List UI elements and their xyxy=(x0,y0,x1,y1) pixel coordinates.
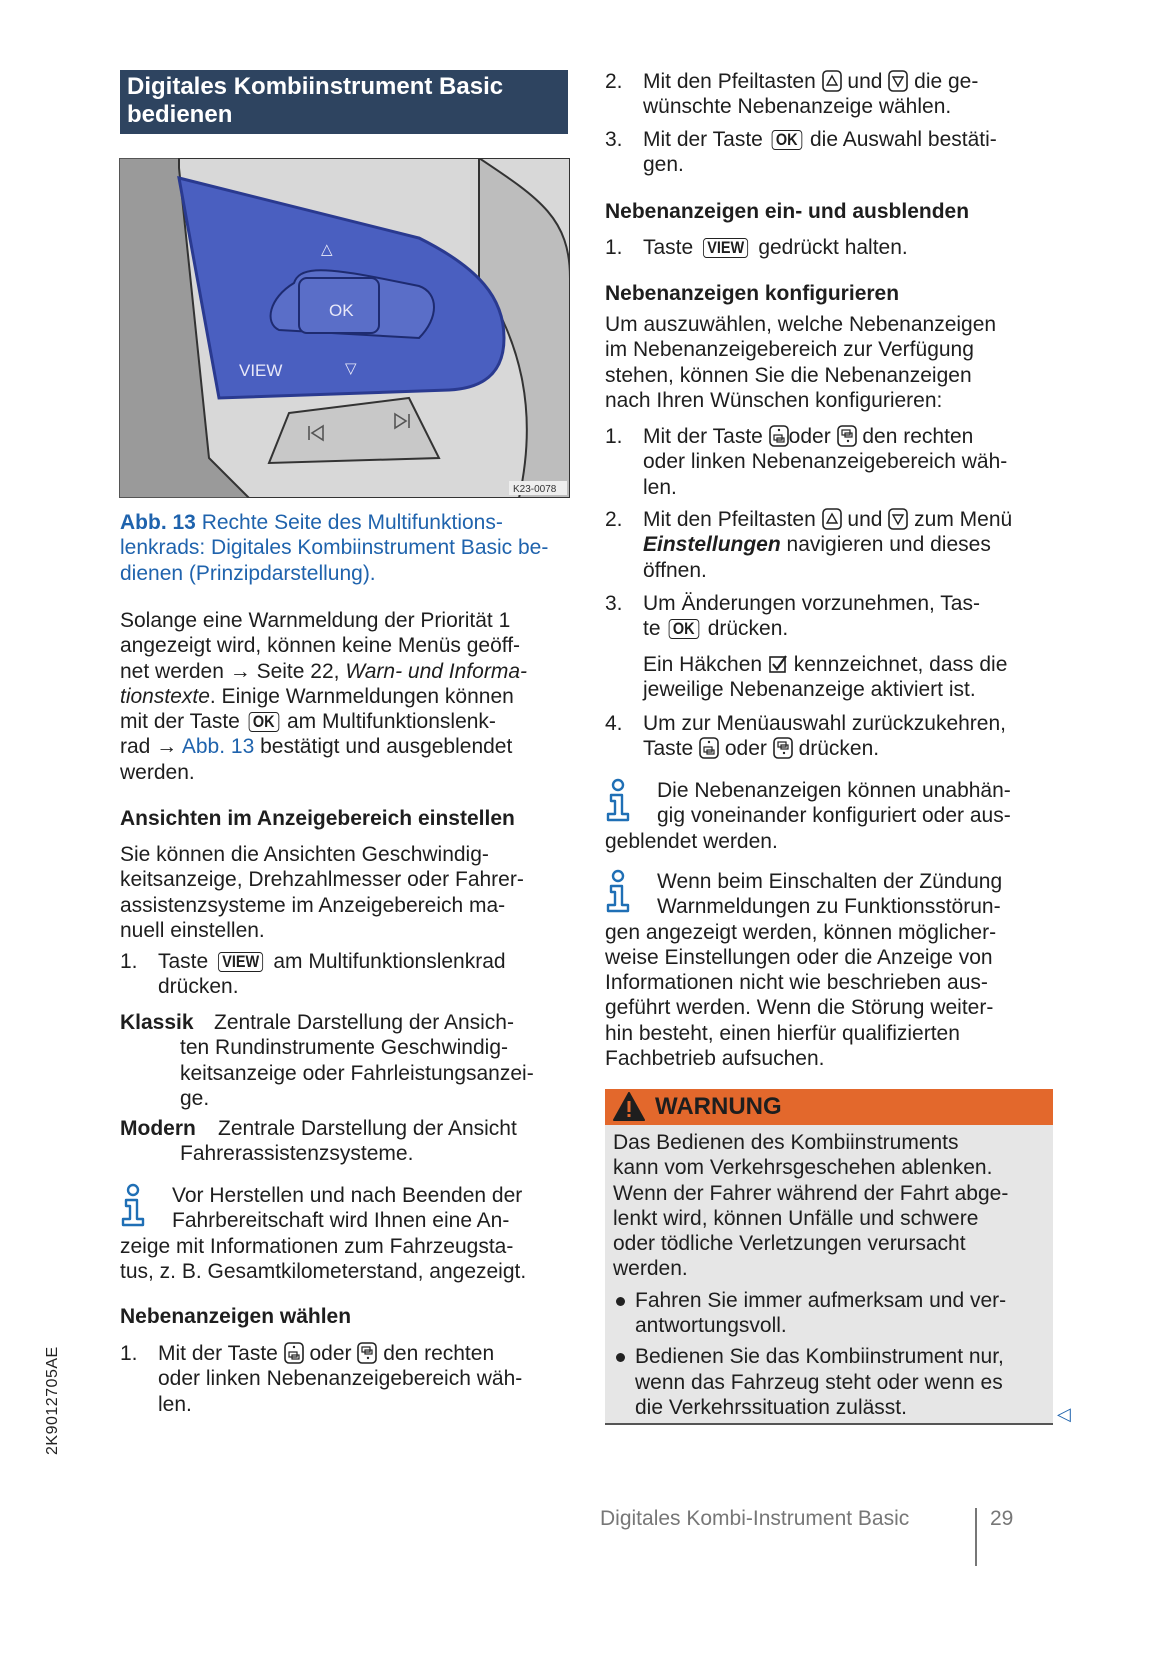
down-button-label: ▽ xyxy=(345,359,357,377)
text-line xyxy=(643,449,1065,474)
list-number: 1. xyxy=(120,950,138,973)
text-line xyxy=(120,633,580,658)
footer-section-title: Digitales Kombi-Instrument Basic xyxy=(600,1507,910,1530)
text-run: zum Menü xyxy=(908,508,1013,531)
info-text xyxy=(605,869,1065,1071)
warning-bullet xyxy=(613,1288,1053,1339)
text-run: oder xyxy=(303,1342,358,1365)
text-run: navigieren und dieses xyxy=(780,533,991,557)
info-note xyxy=(120,1183,580,1284)
definition-term: Modern xyxy=(120,1117,196,1141)
info-icon xyxy=(605,869,657,917)
text-run: drücken. xyxy=(158,975,239,999)
text-run: Taste xyxy=(158,950,215,973)
text-run: werden. xyxy=(120,760,195,784)
info-text xyxy=(120,1183,580,1284)
text-line: antwortungsvoll. xyxy=(635,1314,787,1338)
text-run: te xyxy=(643,617,667,641)
text-line xyxy=(643,127,1065,152)
text-line: weise Einstellungen oder die Anzeige von xyxy=(605,945,993,969)
display-right-key-icon xyxy=(357,1342,377,1364)
steering-wheel-buttons-figure xyxy=(119,158,570,498)
heading-select: Nebenanzeigen wählen xyxy=(120,1305,352,1328)
text-line: Wenn der Fahrer während der Fahrt abge- xyxy=(613,1181,1009,1205)
text-run: tionstexte xyxy=(120,684,210,708)
text-line: im Nebenanzeigebereich zur Verfügung xyxy=(605,338,974,362)
text-line: wenn das Fahrzeug steht oder wenn es xyxy=(635,1370,1003,1394)
text-line xyxy=(643,475,1065,500)
ok-key-icon: OK xyxy=(669,619,699,639)
text-line: Zentrale Darstellung der Ansich- xyxy=(214,1011,514,1034)
warning-text xyxy=(613,1130,1053,1282)
list-item xyxy=(120,1341,580,1417)
text-line xyxy=(643,152,1065,177)
display-right-key-icon xyxy=(837,425,857,447)
text-line xyxy=(643,424,1065,449)
text-line xyxy=(643,591,1065,616)
text-run: drücken. xyxy=(792,737,880,761)
text-line: gen angezeigt werden, können möglicher- xyxy=(605,920,997,944)
list-number: 4. xyxy=(605,712,623,735)
text-run: Um Änderungen vorzunehmen, Tas- xyxy=(643,592,980,615)
list-item xyxy=(605,711,1065,762)
text-line: Fahrbereitschaft wird Ihnen eine An- xyxy=(172,1209,510,1233)
text-line xyxy=(158,1366,580,1391)
text-line: geführt werden. Wenn die Störung weiter- xyxy=(605,996,994,1020)
text-line xyxy=(643,677,1065,702)
info-note xyxy=(605,778,1065,854)
heading-configure: Nebenanzeigen konfigurieren xyxy=(605,282,900,305)
text-line: die Verkehrssituation zulässt. xyxy=(635,1395,907,1419)
list-number: 2. xyxy=(605,508,623,531)
text-run: rad → xyxy=(120,735,182,759)
text-run: . Einige Warnmeldungen können xyxy=(209,684,514,708)
text-run: am Multifunktionslenk- xyxy=(281,710,496,734)
text-line xyxy=(120,535,580,560)
text-line xyxy=(120,684,580,709)
list-item xyxy=(605,127,1065,178)
text-run: Mit der Taste xyxy=(158,1342,284,1365)
text-run: wünschte Nebenanzeige wählen. xyxy=(643,95,952,119)
text-run: Warn- und Informa- xyxy=(345,659,527,683)
view-key-icon: VIEW xyxy=(218,952,263,972)
checkbox-check-icon xyxy=(768,653,788,675)
text-run: dienen (Prinzipdarstellung). xyxy=(120,561,376,585)
list-item xyxy=(605,424,1065,500)
text-line: kann vom Verkehrsgeschehen ablenken. xyxy=(613,1156,993,1180)
text-run: den rechten xyxy=(377,1342,495,1365)
text-run: oder xyxy=(719,737,773,761)
text-line xyxy=(120,734,580,759)
text-line xyxy=(643,558,1065,583)
text-line: Das Bedienen des Kombiinstruments xyxy=(613,1131,959,1154)
display-right-key-icon xyxy=(773,737,793,759)
list-item xyxy=(605,235,1065,260)
display-left-key-icon xyxy=(284,1342,304,1364)
text-run: gedrückt halten. xyxy=(752,236,908,259)
text-line: tus, z. B. Gesamtkilometerstand, angezeigt. xyxy=(120,1259,527,1283)
text-line xyxy=(120,561,580,586)
definition-desc xyxy=(180,1116,580,1167)
info-note xyxy=(605,869,1065,1071)
text-line: keitsanzeige, Drehzahlmesser oder Fahrer- xyxy=(120,868,524,892)
text-line xyxy=(120,659,580,684)
text-line xyxy=(643,94,1065,119)
text-line xyxy=(643,616,1065,641)
text-run: oder xyxy=(788,425,837,448)
up-arrow-key-icon xyxy=(822,508,842,530)
list-number: 1. xyxy=(120,1342,138,1365)
text-run: Abb. 13 xyxy=(120,511,196,534)
text-line: Fachbetrieb aufsuchen. xyxy=(605,1047,825,1071)
text-line: Bedienen Sie das Kombiinstrument nur, xyxy=(635,1345,1004,1369)
warning-body xyxy=(605,1125,1053,1425)
text-run: len. xyxy=(643,475,677,499)
text-run: Mit den Pfeiltasten xyxy=(643,508,822,531)
text-line: Wenn beim Einschalten der Zündung xyxy=(657,870,1003,893)
text-line xyxy=(120,709,580,734)
text-run: Mit der Taste xyxy=(643,425,769,448)
list-item xyxy=(605,69,1065,120)
text-line: ge. xyxy=(180,1086,210,1110)
checkmark-note xyxy=(605,652,1065,703)
warning-paragraph xyxy=(120,608,580,785)
text-run: und xyxy=(841,70,889,93)
views-paragraph xyxy=(120,842,580,943)
text-line xyxy=(120,510,580,535)
text-line: gig voneinander konfiguriert oder aus- xyxy=(657,804,1011,828)
text-run: Um zur Menüauswahl zurückzukehren, xyxy=(643,712,1006,735)
info-icon xyxy=(120,1183,172,1231)
text-line: ten Rundinstrumente Geschwindig- xyxy=(180,1036,509,1060)
text-line: Zentrale Darstellung der Ansicht xyxy=(218,1117,517,1141)
definition-term: Klassik xyxy=(120,1011,194,1034)
text-line xyxy=(158,974,580,999)
ok-key-icon: OK xyxy=(248,712,278,732)
text-run: die ge- xyxy=(908,70,979,93)
text-line: Vor Herstellen und nach Beenden der xyxy=(172,1184,523,1207)
text-line xyxy=(158,1341,580,1366)
text-run: drücken. xyxy=(701,617,789,641)
text-run: len. xyxy=(158,1392,192,1416)
heading-toggle: Nebenanzeigen ein- und ausblenden xyxy=(605,200,970,223)
definition-modern xyxy=(120,1116,580,1167)
section-title: Digitales Kombiinstrument Basic bedienen xyxy=(120,70,568,134)
configure-paragraph xyxy=(605,312,1065,413)
text-run: mit der Taste xyxy=(120,710,246,734)
warning-header xyxy=(605,1089,1053,1125)
footer-divider xyxy=(975,1508,977,1566)
list-number: 1. xyxy=(605,425,623,448)
text-run: lenkrads: Digitales Kombiinstrument Basic be- xyxy=(120,536,549,560)
up-arrow-key-icon xyxy=(822,70,842,92)
down-arrow-key-icon xyxy=(888,70,908,92)
text-line: Um auszuwählen, welche Nebenanzeigen xyxy=(605,313,997,336)
section-end-icon: ◁ xyxy=(1057,1404,1071,1424)
text-line xyxy=(643,711,1065,736)
text-run: kennzeichnet, dass die xyxy=(787,653,1008,676)
ok-key-icon: OK xyxy=(771,130,801,150)
down-arrow-key-icon xyxy=(888,508,908,530)
text-line: zeige mit Informationen zum Fahrzeugsta- xyxy=(120,1234,514,1258)
text-run: Rechte Seite des Multifunktions- xyxy=(195,511,503,534)
text-line: Informationen nicht wie beschrieben aus- xyxy=(605,971,988,995)
text-line: stehen, können Sie die Nebenanzeigen xyxy=(605,363,972,387)
warning-bullet xyxy=(613,1344,1053,1420)
text-line xyxy=(158,949,580,974)
text-line: geblendet werden. xyxy=(605,829,778,853)
heading-views: Ansichten im Anzeigebereich einstellen xyxy=(120,807,515,830)
text-line xyxy=(643,69,1065,94)
text-run: angezeigt wird, können keine Menüs geöff- xyxy=(120,634,521,658)
text-line: Sie können die Ansichten Geschwindig- xyxy=(120,843,489,866)
text-line: oder tödliche Verletzungen verursacht xyxy=(613,1232,966,1256)
display-left-key-icon xyxy=(699,737,719,759)
definition-klassik xyxy=(120,1010,580,1111)
text-line: hin besteht, einen hierfür qualifizierten xyxy=(605,1021,960,1045)
text-run: net werden → Seite 22, xyxy=(120,659,346,683)
warning-title: WARNUNG xyxy=(655,1093,782,1120)
text-line xyxy=(120,760,580,785)
text-run: Einstellungen xyxy=(643,533,781,557)
text-run: am Multifunktionslenkrad xyxy=(267,950,506,973)
figure-link[interactable]: Abb. 13 xyxy=(181,735,255,759)
text-line: Die Nebenanzeigen können unabhän- xyxy=(657,779,1011,802)
list-number: 3. xyxy=(605,592,623,615)
text-line xyxy=(643,507,1065,532)
text-line: nuell einstellen. xyxy=(120,918,265,942)
text-line: Fahrerassistenzsysteme. xyxy=(180,1142,414,1166)
page-number: 29 xyxy=(990,1507,1014,1530)
text-run: oder linken Nebenanzeigebereich wäh- xyxy=(158,1367,523,1391)
definition-list xyxy=(120,1010,580,1167)
text-line: assistenzsysteme im Anzeigebereich ma- xyxy=(120,893,506,917)
display-left-key-icon xyxy=(769,425,789,447)
text-line: lenkt wird, können Unfälle und schwere xyxy=(613,1206,979,1230)
text-run: öffnen. xyxy=(643,558,707,582)
text-line xyxy=(643,235,1065,260)
text-line: Fahren Sie immer aufmerksam und ver- xyxy=(635,1288,1007,1312)
text-run: Mit den Pfeiltasten xyxy=(643,70,822,93)
text-line xyxy=(643,736,1065,761)
text-line: Warnmeldungen zu Funktionsstörun- xyxy=(657,895,1001,919)
text-run: bestätigt und ausgeblendet xyxy=(254,735,513,759)
text-line xyxy=(158,1392,580,1417)
figure-code: K23-0078 xyxy=(513,484,557,495)
text-run: jeweilige Nebenanzeige aktiviert ist. xyxy=(643,678,976,702)
list-item xyxy=(120,949,580,1000)
list-number: 3. xyxy=(605,128,623,151)
info-text xyxy=(605,778,1065,854)
text-run: Taste xyxy=(643,737,700,761)
warning-triangle-icon xyxy=(613,1092,645,1121)
text-run: Ein Häkchen xyxy=(643,653,768,676)
document-code: 2K9012705AE xyxy=(44,1346,61,1455)
figure-caption xyxy=(120,510,580,586)
text-run: und xyxy=(841,508,889,531)
info-icon xyxy=(605,778,657,826)
view-button-label: VIEW xyxy=(239,361,283,380)
definition-desc xyxy=(180,1010,580,1111)
text-line: nach Ihren Wünschen konfigurieren: xyxy=(605,388,943,412)
text-run: den rechten xyxy=(856,425,974,448)
up-button-label: △ xyxy=(321,240,333,258)
text-line xyxy=(643,532,1065,557)
text-line: keitsanzeige oder Fahrleistungsanzei- xyxy=(180,1061,534,1085)
text-run: Solange eine Warnmeldung der Priorität 1 xyxy=(120,609,511,632)
text-run: gen. xyxy=(643,153,684,177)
list-item xyxy=(605,507,1065,583)
list-number: 2. xyxy=(605,70,623,93)
text-run: oder linken Nebenanzeigebereich wäh- xyxy=(643,450,1008,474)
list-item xyxy=(605,591,1065,642)
list-number: 1. xyxy=(605,236,623,259)
view-key-icon: VIEW xyxy=(703,238,748,258)
text-run: Mit der Taste xyxy=(643,128,769,151)
text-line xyxy=(120,608,580,633)
text-run: Taste xyxy=(643,236,700,259)
ok-button-label: OK xyxy=(329,301,354,320)
text-run: die Auswahl bestäti- xyxy=(804,128,997,151)
text-line xyxy=(643,652,1065,677)
text-line: werden. xyxy=(613,1257,688,1281)
